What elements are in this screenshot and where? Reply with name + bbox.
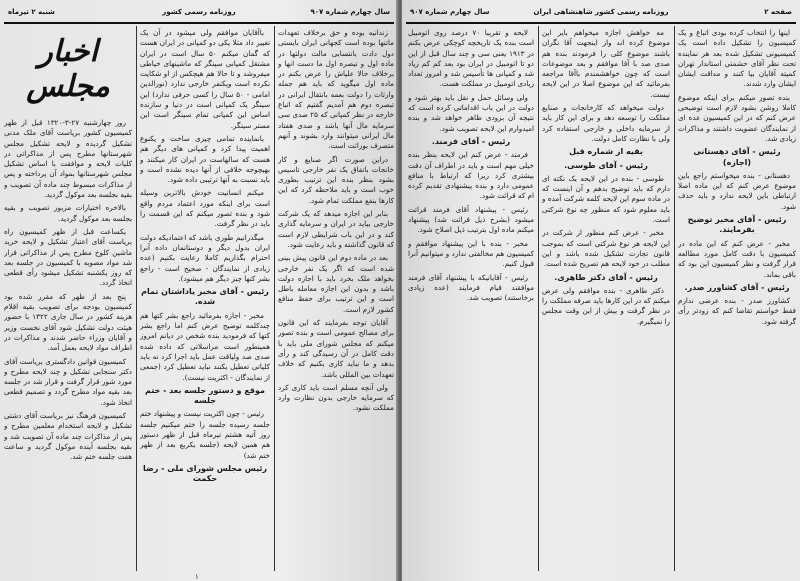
header-paper-name: روزنامه رسمی کشور xyxy=(162,8,236,16)
article-paragraph: میکنم انسانیت خودش بالاترین وسیله است برای اینکه مورد اعتماد مردم واقع شود و بنده تصور میکنم که این قسمت را باید در نظر گرفت. xyxy=(140,188,270,229)
right-newspaper-page xyxy=(402,0,800,581)
article-paragraph: رئیس - چون اکثریت نیست و پیشنهاد ختم جلسه رسیده جلسه را ختم میکنیم جلسه روز آتیه هشتم تیرماه قبل از ظهر دستور هم همین لایحه (جلسه یکربع بعد از ظهر ختم شد) xyxy=(140,409,270,460)
article-paragraph: رئیس - آقای طوسی. xyxy=(564,160,648,170)
article-paragraph: دراین صورت اگر صنایع و کار خانجات باتفاق یک نفر خارجی تاسیس بشود بنظر بنده این ترتیب بطوری خوب است و باید ملاحظه کرد که این کارها بنفع مملکت تمام شود. xyxy=(278,154,394,205)
article-paragraph: رئیس - آقای فرمند. xyxy=(431,136,511,146)
article-paragraph: مخبر - اجازه بفرمائید راجع بشر کتها هم چندکلمه توضیح عرض کنم اما راجع بشر کتها که فرمودید بنده شخص در دیانم امروز همینطور است مراسلاتی که داده شده صدی صد ولیاقت عمل باید اجرا کرد نه باید کلیاتی تعطیل بکنند نباید تعطیل کرد (جمعی از نمایندگان - اکثریت نیست). xyxy=(140,310,270,382)
article-paragraph: مخبر - بنده با این پیشنهاد موافقم و کمیسیون هم مخالفتی ندارد و میتوانیم آنرا قبول کنیم. xyxy=(408,238,534,269)
page-header xyxy=(406,6,796,24)
article-paragraph: دکتر طاهری - بنده موافقم ولی عرض میکنم که در این کارها باید صرفه مملکت را در نظر گرفت و بیش از این وقت مجلس را نمیگیرم. xyxy=(542,285,670,326)
section-title: اخبار مجلس xyxy=(26,34,110,104)
article-paragraph: طوسی - بنده در این لایحه یک نکته ای دارم که باید توضیح بدهم و آن اینست که در ماده سوم این لایحه کلمه شرکت آمده و باید معلوم شود که منظور چه نوع شرکتی است. xyxy=(542,173,670,225)
article-paragraph: روز چهارشنبه ۲۷-۳-۱۳۲۰ قبل از ظهر کمیسیون کشور بریاست آقای ملک مدنی تشکیل گردیده و لایحه تشکیل مجلس شهرستانها مطرح پس از مذاکراتی در کلیات لایحه و موافقت با اساس تشکیل مجلس شهرستانها بمواد آن پرداخته و پس از مذاکرات مبسوط چند ماده آن تصویب و بقیه بجلسه بعد موکول گردید. xyxy=(4,118,132,200)
article-paragraph: پنج بعد از ظهر که مقرر شده بود کمیسیون بودجه برای تصویب بقیه اقلام هزینه کشور در سال جاری ۱۳۲۲ با حضور هیئت دولت تشکیل شود آقای نخست وزیر و آقایان وزراء حاضر شدند و مذاکرات در اطراف مواد لایحه بعمل آمد. xyxy=(4,291,132,353)
column-divider xyxy=(538,26,539,571)
article-paragraph: بعد در ماده دوم این قانون پیش بینی شده است که اگر یک نفر خارجی بخواهد ملک بخرد باید با اجازه دولت باشد و بدون این اجازه معامله باطل است و این ترتیب برای حفظ منافع کشور لازم است. xyxy=(278,253,394,314)
article-paragraph: رئیس - پیشنهاد آقای فرمند قرائت میشود (بشرح ذیل قرائت شد) پیشنهاد میکنم ماده اول بترتیب ذیل اصلاح شود. xyxy=(408,204,534,235)
column-left xyxy=(408,28,534,573)
article-paragraph: بانماینده تمامی چیزی ساخت و یکنوع اهمیت پیدا کرد و کمپانی های دیگر هم هست که سالهاست در ایران کار میکنند و بهیچوجه خلافی از آنها دیده نشده است و باید نسبت به آنها ترتیبی داده شود. xyxy=(140,133,270,185)
article-paragraph: مخبر - عرض کنم منظور از شرکت در این لایحه هر نوع شرکتی است که بموجب قانون تجارت تشکیل شده باشد و این مطلب در خود لایحه هم تصریح شده است. xyxy=(542,228,670,269)
article-paragraph: کمیسیون قوانین دادگستری بریاست آقای دکتر سنجابی تشکیل و چند لایحه مطرح و مورد شور قرار گرفت و قرار شد در جلسه بعد بقیه مواد مطرح گردد و تصمیم قطعی اتخاذ شود. xyxy=(4,356,132,407)
article-paragraph: رئیس - آقای دکتر طاهری. xyxy=(554,272,658,282)
left-newspaper-page xyxy=(0,0,398,581)
column-right xyxy=(278,28,394,573)
article-paragraph: بالاخره اختیارات مزبور تصویب و بقیه بجلسه بعد موکول گردید. xyxy=(4,203,132,223)
column-middle xyxy=(542,28,670,573)
article-paragraph: بقیه از شماره قبل xyxy=(569,147,643,157)
column-right xyxy=(678,28,796,573)
article-paragraph: موقع و دستور جلسه بعد - ختم جلسه xyxy=(144,385,265,406)
article-paragraph: میگذرانیم طوری باشد که اعتمادیکه دولت ایران بدول دیگر و دوستانمان داده آنرا احترام بگذاریم کاملا رعایت بکنیم (عده زیادی از نمایندگان - صحیح است - راجع بشر کتها چیز دیگر هم میشود). xyxy=(140,232,270,283)
article-paragraph: کشاورز صدر - بنده عرضی ندارم فقط خواستم تقاضا کنم که زودتر رأی گرفته شود. xyxy=(678,296,796,326)
article-paragraph: زندانیه بوده و حق برخلاف تعهدات ماتنها بوده است کجهانی ایران بایستی دول دادت بانتسابی مالت دولتها در ماده اول و تبصره اول ما دست انها و برخلاف حالا علیاش را عرض بکنم در ماده اول میگوید که باید هم جمله وارثات را دولت بعمه بانتقال ایرانی در تبصره دوم هم آمدیم گفتیم که اتباع خارجه در نظر کمپانی که ۲۵ صدی سی سرمایه مال آنها باشد و صدی هفتاد مال ایرانی میتوانند وارد بشوند و آنهم متصرف بوراثت است. xyxy=(278,28,394,151)
article-paragraph: مه خواهش اجازه میخواهم بایر این موضوع کرده اند واز اینجهت آقا نگران باشند موضوع کلی را فرمودند بنده هم صدی صد با آقا موافقم و بعد موضوعات است که چون خواهشمندم باآقا مراجعه بفرمائید که این موضوع اصلا در این لایحه نیست. xyxy=(542,28,670,99)
article-paragraph: آقایان توجه بفرمایند که این قانون برای مصالح عمومی است و بنده تصور میکنم که مجلس شورای ملی باید با دقت کامل در آن رسیدگی کند و رأی بدهد و ما نباید کاری بکنیم که خلاف تعهدات بین المللی باشد. xyxy=(278,318,394,379)
article-paragraph: کمیسیون فرهنگ نیز بریاست آقای دشتی تشکیل و لایحه استخدام معلمین مطرح و پس از مذاکرات چند ماده آن تصویب شد و بقیه بجلسه آینده موکول گردید و ساعت هفت جلسه ختم شد. xyxy=(4,411,132,462)
page-header xyxy=(4,6,394,24)
article-paragraph: بنده تصور میکنم برای اینکه موضوع کاملا روشن بشود لازم است توضیحی عرض کنم که در این کمیسیون عده ای از نمایندگان عضویت داشتند و مذاکرات زیادی شد. xyxy=(678,92,796,143)
header-date: شنبه ۲ تیرماه xyxy=(8,8,55,16)
article-paragraph: دهستانی - بنده میخواستم راجع باین موضوع عرض کنم که این ماده اصلا ارتباطی باین لایحه ندارد و باید حذف شود. xyxy=(678,170,796,211)
header-issue: سال چهارم شماره ۹۰۷ xyxy=(310,8,390,16)
article-paragraph: رئیس - آقای دهستانی (اجازه) xyxy=(693,147,781,167)
page-number: ۱ xyxy=(195,573,199,581)
column-divider xyxy=(674,26,675,571)
column-divider xyxy=(136,26,137,571)
article-paragraph: بنابر این اجازه میدهد که یک شرکت خارجی بیاید در ایران و سرمایه گذاری کند و در این باب شرایطی لازم است که قانون گذاشته و باید رعایت شود. xyxy=(278,209,394,249)
header-issue: سال چهارم شماره ۹۰۷ xyxy=(410,8,490,16)
article-paragraph: رئیس - آقای کشاورز صدر. xyxy=(684,282,790,292)
column-middle xyxy=(140,28,270,573)
header-page: صفحه ۲ xyxy=(764,8,792,16)
article-paragraph: رئیس - آقایانیکه با پیشنهاد آقای فرمند موافقند قیام فرمایند (عده زیادی برخاستند) تصویب شد. xyxy=(408,272,534,303)
article-paragraph: رئیس - آقای مخبر توضیح بفرمایند. xyxy=(687,215,787,235)
column-divider xyxy=(274,26,275,571)
article-paragraph: رئیس - آقای مخبر یاداشتان تمام شده. xyxy=(141,287,269,307)
header-paper-name: روزنامه رسمی کشور شاهنشاهی ایران xyxy=(533,8,669,16)
article-paragraph: یکساعت قبل از ظهر کمیسیون راه بریاست آقای اعتبار تشکیل و لایحه خرید ماشین کلوخ مطرح پس از مذاکراتی قرار شد مواد مصوبه با کمیسیون در جلسه بعد که روز یکشنبه تشکیل میشود رأی قطعی اتخاذ گردد. xyxy=(4,226,132,288)
article-paragraph: فرمند - عرض کنم این لایحه بنظر بنده خیلی مهم است و باید در اطراف آن دقت بیشتری کرد زیرا که ارتباط با منافع عمومی دارد و بنده پیشنهادی تقدیم کرده ام که قرائت شود. xyxy=(408,150,534,201)
column-left xyxy=(4,28,132,573)
article-paragraph: اینها را انتخاب کرده بودی اتباع و یک کمیسیون را تشکیل داده است یک کمیسیونی تشکیل شده بعد هر نماینده تحت نظر آقای حشمتی استاندار تهران کمیته آقایان بیا کنند و مداقت ایشان ایشان وارد شدند. xyxy=(678,28,796,89)
article-paragraph: مخبر - عرض کنم که این ماده در کمیسیون با دقت کامل مورد مطالعه قرار گرفت و نظر کمیسیون این بود که باقی بماند. xyxy=(678,238,796,279)
article-paragraph: ولی وسائل حمل و نقل باید بهتر شود و دولت در این باب اقداماتی کرده است که نتیجه آن بزودی ظاهر خواهد شد و بنده امیدوارم این لایحه تصویب شود. xyxy=(408,92,534,133)
article-paragraph: دولت میخواهد که کارخانجات و صنایع مملکت را توسعه دهد و برای این کار باید از سرمایه داخلی و خارجی استفاده کرد ولی با نظارت کامل دولت. xyxy=(542,103,670,143)
article-paragraph: لایحه و تقریبا ۷۰ درصد روی اتومبیل است بنده یک تاریخچه کوچکی عرض بکنم در ۱۹۱۳ یعنی سی و چند سال قبل از این دو تا اتومبیل در ایران بود بعد کم کم زیاد شد و کمپانی ها تأسیس شد و امروز تعداد زیادی اتومبیل در مملکت هست. xyxy=(408,28,534,89)
article-paragraph: رئیس مجلس شورای ملی - رضا حکمت xyxy=(143,463,267,484)
article-paragraph: باآقایان موافقم ولی میشود در آن یک تغییر داد مثلا یکی دو کمپانی در ایران هست که گمان میکنم ۵۰ سال است در ایران مشتغل کمپانی سینگر که ماشینهای خیاطی میفروشد و تا حالا هم هیچکس از او شکایت نکرده است ویکنفر خارجی ندارد (نورالدین امامی - ۵۰ سال را کسی حرفی ندارد) این سینگر یک کمپانی است در دنیا و سازنده اساس این کمپانی تمام سینگر است این مستر سینگر. xyxy=(140,28,270,130)
article-paragraph: ولی آنچه مسلم است باید کاری کرد که سرمایه خارجی بدون نظارت وارد مملکت نشود. xyxy=(278,382,394,413)
